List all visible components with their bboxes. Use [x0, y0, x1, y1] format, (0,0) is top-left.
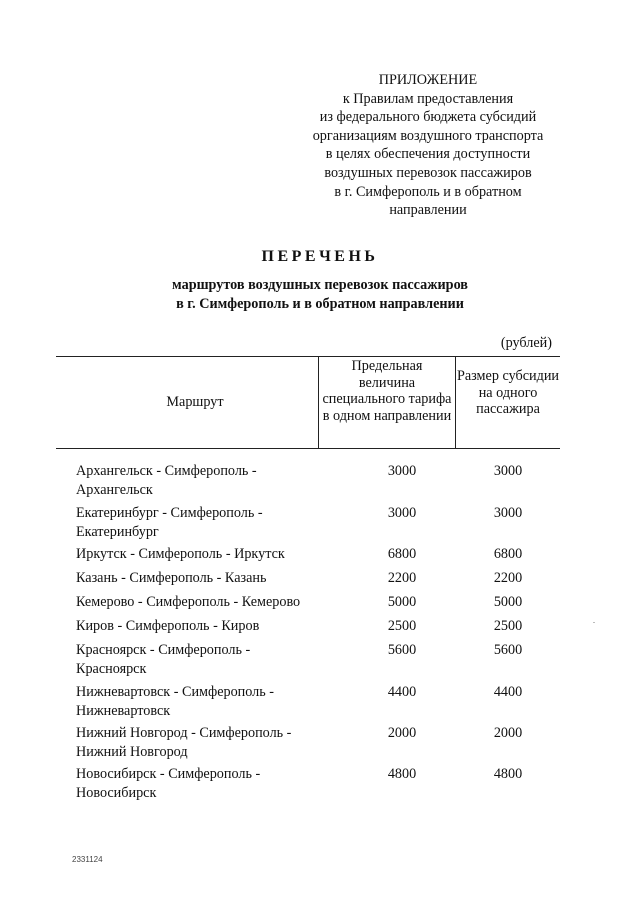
subtitle-line: маршрутов воздушных перевозок пассажиров: [172, 277, 468, 293]
tariff-cell: 2000: [387, 725, 417, 741]
header-route: Маршрут: [166, 394, 224, 410]
subtitle-line: в г. Симферополь и в обратном направлении: [176, 295, 464, 312]
table-row: [76, 462, 560, 502]
table-row: [76, 724, 560, 764]
subsidy-cell: 5000: [493, 594, 523, 610]
route-cell: Кемерово - Симферополь - Кемерово: [76, 594, 301, 610]
tariff-cell: 5600: [387, 642, 417, 658]
appendix-line: организациям воздушного транспорта: [312, 127, 544, 144]
appendix-block: [298, 71, 558, 220]
route-cell: Архангельск - Симферополь - Архангельск: [76, 463, 257, 498]
tariff-cell: 4400: [387, 684, 417, 700]
subsidy-cell: 5600: [493, 642, 523, 658]
tariff-cell: 4800: [387, 766, 417, 782]
tariff-cell: 5000: [387, 594, 417, 610]
subsidy-cell: 2000: [493, 725, 523, 741]
header-subsidy: Размер субсидии на одного пассажира: [456, 368, 560, 417]
route-cell: Казань - Симферополь - Казань: [76, 570, 267, 586]
table-row: [76, 504, 560, 544]
appendix-line: в г. Симферополь и в обратном: [334, 183, 522, 200]
appendix-line: воздушных перевозок пассажиров: [324, 164, 532, 181]
table-row: [76, 765, 560, 805]
table-row: [76, 683, 560, 723]
route-cell: Нижневартовск - Симферополь - Нижневартовск: [76, 684, 275, 719]
route-cell: Нижний Новгород - Симферополь - Нижний Новгород: [76, 725, 292, 760]
subsidy-cell: 2200: [493, 570, 523, 586]
route-cell: Красноярск - Симферополь - Красноярск: [76, 642, 251, 677]
document-title: ПЕРЕЧЕНЬ: [261, 248, 379, 265]
subsidy-cell: 6800: [493, 546, 523, 562]
table-row: [76, 641, 560, 681]
subsidy-cell: 2500: [493, 618, 523, 634]
route-cell: Новосибирск - Симферополь - Новосибирск: [76, 766, 261, 801]
subsidy-cell: 4400: [493, 684, 523, 700]
header-tariff: Предельная величина специального тарифа в одном направлении: [322, 358, 452, 424]
table-column-divider: [318, 356, 319, 448]
tariff-cell: 3000: [387, 463, 417, 479]
currency-unit: (рублей): [500, 335, 552, 351]
route-cell: Екатеринбург - Симферополь - Екатеринбург: [76, 505, 263, 540]
route-cell: Киров - Симферополь - Киров: [76, 618, 260, 634]
document-subtitle: [0, 276, 640, 313]
route-cell: Иркутск - Симферополь - Иркутск: [76, 546, 285, 562]
table-top-rule: [56, 356, 560, 357]
appendix-heading: ПРИЛОЖЕНИЕ: [378, 72, 478, 88]
subsidy-cell: 4800: [493, 766, 523, 782]
tariff-cell: 6800: [387, 546, 417, 562]
appendix-line: из федерального бюджета субсидий: [319, 109, 537, 126]
tariff-cell: 2500: [387, 618, 417, 634]
subsidy-cell: 3000: [493, 463, 523, 479]
appendix-line: в целях обеспечения доступности: [325, 146, 531, 163]
appendix-line: к Правилам предоставления: [342, 90, 514, 107]
tariff-cell: 3000: [387, 505, 417, 521]
tariff-cell: 2200: [387, 570, 417, 586]
table-header-rule: [56, 448, 560, 449]
scan-speck: [593, 622, 595, 623]
appendix-line: направлении: [389, 202, 467, 219]
subsidy-cell: 3000: [493, 505, 523, 521]
document-code: 2331124: [72, 855, 103, 864]
